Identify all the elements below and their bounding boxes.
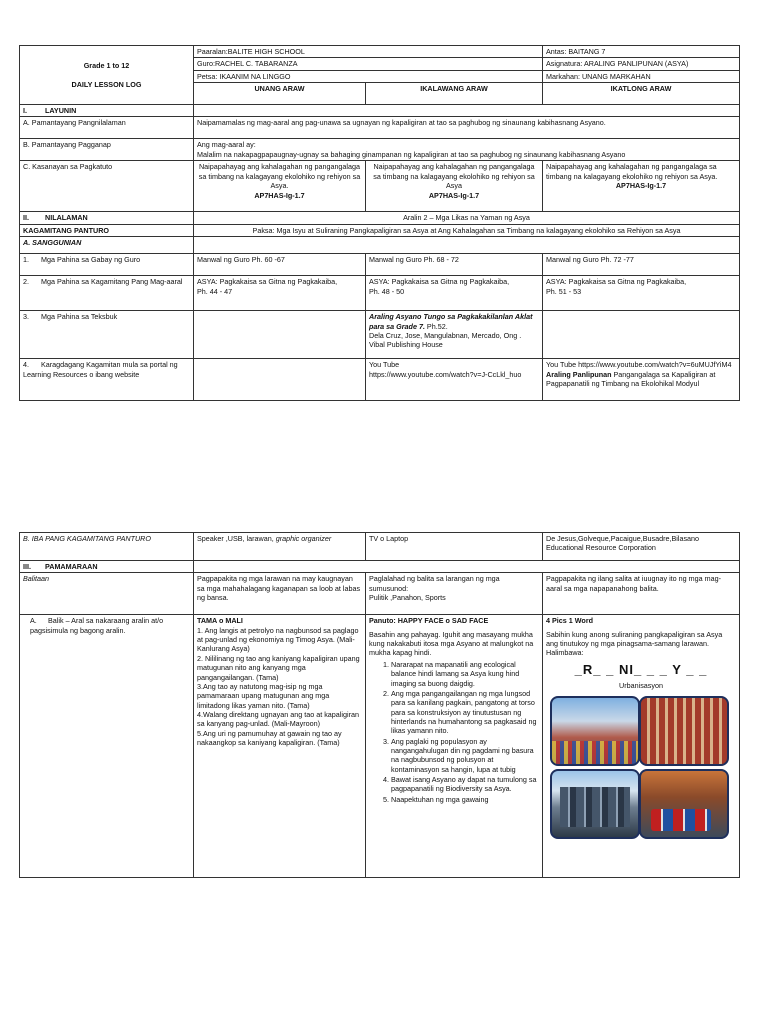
performance-standard-label: B. Pamantayang Pagganap: [20, 139, 194, 161]
true-false-item: 5.Ang uri ng pamumuhay at gawain ng tao ay nakaangkop sa kaniyang kapaligiran. (Tama): [197, 728, 342, 748]
item-label: Mga Pahina sa Gabay ng Guro: [41, 255, 141, 265]
grade-level-label: Antas: BAITANG 7: [543, 46, 740, 58]
list-item: 4. Bawat isang Asyano ay dapat na tumulong sa pagpapanatili ng Biodiversity sa Asya.: [391, 775, 539, 794]
happy-sad-instructions: Basahin ang pahayag. Iguhit ang masayang mukha kung nakakabuti itosa mga Asyano at malungkot na mukha kapag hindi.: [369, 629, 534, 658]
news-label: Balitaan: [20, 573, 194, 615]
other-materials-label: B. IBA PANG KAGAMITANG PANTURO: [20, 533, 194, 561]
item-label: Balik – Aral sa nakaraang aralin at/o pagsisimula ng bagong aralin.: [30, 616, 164, 635]
true-false-item: 1. Ang langis at petrolyo na nagbunsod sa paglago at pag-unlad ng ekonomiya ng Timog Asya. (Mali- Kanlurang Asya): [197, 625, 359, 654]
urban-housing-photo: [639, 696, 729, 766]
happy-sad-list: [369, 660, 539, 804]
section-title: PAMAMARAAN: [45, 562, 98, 571]
grade-label: Grade 1 to 12: [83, 60, 130, 70]
teacher-guide-day-1: Manwal ng Guro Ph. 60 -67: [194, 254, 366, 276]
competency-day-1: [194, 161, 366, 212]
happy-sad-face-cell: [366, 615, 543, 878]
competency-code: AP7HAS-Ig-1.7: [428, 190, 480, 200]
true-false-cell: [194, 615, 366, 878]
day-3-header: IKATLONG ARAW: [543, 83, 740, 105]
book-title: ASYA: Pagkakaisa sa Gitna ng Pagkakaiba,: [197, 277, 338, 287]
competency-label: C. Kasanayan sa Pagkatuto: [20, 161, 194, 212]
day-2-header: IKALAWANG ARAW: [366, 83, 543, 105]
item-number: 1.: [23, 255, 29, 265]
learner-materials-day-3: [543, 276, 740, 311]
daily-lesson-log-title: DAILY LESSON LOG: [71, 80, 142, 90]
textbook-day-2: [366, 311, 543, 359]
page-range: Ph. 48 - 50: [369, 286, 405, 296]
content-standard-label: A. Pamantayang Pangnilalaman: [20, 117, 194, 139]
youtube-link[interactable]: You Tube https://www.youtube.com/watch?v=6uMUJfYiM4: [546, 360, 732, 370]
crowded-street-photo: [550, 696, 640, 766]
teacher-guide-label: [20, 254, 194, 276]
section-number: II.: [23, 213, 29, 223]
performance-standard-cell: [194, 139, 740, 161]
additional-resources-day-2: [366, 359, 543, 401]
list-item: 3. Ang paglaki ng populasyon ay nangangahulugan din ng pagdami ng basura na nagbubunsod ng polusyon at kontaminasyon sa hangin, lupa at tubig: [391, 737, 539, 774]
additional-resources-label: [20, 359, 194, 401]
module-subject: Araling Panlipunan: [546, 369, 612, 379]
news-day-1: Pagpapakita ng mga larawan na may kaugnayan sa mga mahahalagang kaganapan sa loob at labas ng bansa.: [194, 573, 366, 615]
teacher-label: Guro:RACHEL C. TABARANZA: [194, 58, 543, 70]
section-number: I.: [23, 106, 27, 116]
news-day-3: Pagpapakita ng ilang salita at iuugnay ito ng mga mag-aaral sa mga napapanahong balita.: [543, 573, 740, 615]
four-pics-title: 4 Pics 1 Word: [546, 616, 594, 626]
section-title: NILALAMAN: [45, 213, 88, 223]
topic-text: Paksa: Mga Isyu at Suliraning Pangkapaligiran sa Asya at Ang Kahalagahan sa Timbang na kalagayang ekolohiko sa Rehiyon sa Asya: [194, 224, 740, 236]
section-number: III.: [23, 562, 31, 571]
module-title: Pangangalaga sa Kapaligiran at Pagpapanatili ng Timbang na Ekolohikal Modyul: [546, 369, 716, 388]
news-topics: Pulitik ,Panahon, Sports: [369, 593, 446, 603]
news-instructions: Paglalahad ng balita sa larangan ng mga sumusunod:: [369, 574, 500, 593]
materials-label: KAGAMITANG PANTURO: [20, 224, 194, 236]
competency-text: Naipapahayag ang kahalagahan ng pangangalaga sa timbang na kalagayang ekolohiko ng rehiyon sa Asya.: [198, 162, 361, 191]
other-materials-day-3: De Jesus,Golveque,Pacaigue,Busadre,Bilasano Educational Resource Corporation: [543, 533, 740, 561]
item-number: 2.: [23, 277, 29, 287]
item-number: A.: [30, 616, 37, 626]
photo-grid: [550, 696, 736, 839]
day-1-header: UNANG ARAW: [194, 83, 366, 105]
textbook-authors: Dela Cruz, Jose, Mangulabnan, Mercado, Ong . Vibal Publishing House: [369, 330, 522, 350]
traffic-photo: [639, 769, 729, 839]
competency-code: AP7HAS-Ig-1.7: [615, 181, 667, 191]
textbook-title: Araling Asyano Tungo sa Pagkakakilanlan Aklat para sa Grade 7.: [369, 312, 533, 331]
puzzle-answer: Urbanisasyon: [619, 680, 663, 690]
item-label: Mga Pahina sa Teksbuk: [41, 312, 118, 322]
header-title-cell: [20, 46, 194, 105]
true-false-item: 4.Walang direktang ugnayan ang tao at kapaligiran sa kanyang pag-unlad. (Mali-Mayroon): [197, 709, 359, 729]
empty-cell: [194, 311, 366, 359]
list-item: 5. Naapektuhan ng mga gawaing: [391, 795, 539, 804]
school-label: Paaralan:BALITE HIGH SCHOOL: [194, 46, 543, 58]
references-label: A. SANGGUNIAN: [20, 237, 194, 254]
empty-cell: [194, 105, 740, 117]
additional-resources-day-3: [543, 359, 740, 401]
true-false-item: 2. Nililinang ng tao ang kaniyang kapaligiran upang matugunan nito ang kanyang mga pangangailangan. (Tama): [197, 653, 360, 682]
youtube-link[interactable]: https://www.youtube.com/watch?v=J-CcLkl_huo: [369, 369, 522, 379]
textbook-page: Ph.52.: [424, 321, 448, 331]
resource-name: You Tube: [369, 360, 400, 370]
materials-list: Speaker ,USB, larawan,: [197, 534, 276, 543]
learner-materials-label: [20, 276, 194, 311]
learner-materials-day-2: [366, 276, 543, 311]
lesson-log-table-2: [19, 532, 740, 878]
materials-organizer: graphic organizer: [275, 534, 332, 543]
lesson-log-table-1: [19, 45, 740, 401]
section-pamamaraan: [20, 561, 194, 573]
section-title: LAYUNIN: [45, 106, 77, 116]
competency-day-3: [543, 161, 740, 212]
list-item: 2. Ang mga pangangailangan ng mga lungsod para sa kanilang pagkain, pangatong at torso para sa konstruksiyon ay tinutustusan ng hinterlands na humahantong sa pagkasaid ng likas yamann nito.: [391, 689, 539, 736]
competency-code: AP7HAS-Ig-1.7: [254, 190, 305, 200]
page-range: Ph. 51 - 53: [546, 286, 582, 296]
competency-day-2: [366, 161, 543, 212]
empty-cell: [194, 237, 740, 254]
true-false-item: 3.Ang tao ay natutong mag-isip ng mga pamamaraan upang matugunan ang mga limitadong likas yaman nito. (Tama): [197, 681, 330, 710]
competency-text: Naipapahayag ang kahalagahan ng pangangalaga sa timbang na kalagayang ekolohiko ng rehiyon sa Asya.: [546, 162, 718, 181]
four-pics-cell: [543, 615, 740, 878]
item-label: Karagdagang Kagamitan mula sa portal ng Learning Resources o ibang website: [23, 360, 178, 379]
happy-sad-title: Panuto: HAPPY FACE o SAD FACE: [369, 616, 489, 626]
item-label: Mga Pahina sa Kagamitang Pang Mag-aaral: [41, 277, 183, 287]
teacher-guide-day-2: Manwal ng Guro Ph. 68 - 72: [366, 254, 543, 276]
true-false-title: TAMA o MALI: [197, 616, 243, 626]
list-item: 1. Nararapat na mapanatili ang ecological balance hindi lamang sa Asya kung hind imaging sa buong daigdig.: [391, 660, 539, 688]
city-skyline-photo: [550, 769, 640, 839]
learner-materials-day-1: [194, 276, 366, 311]
competency-text: Naipapahayag ang kahalagahan ng pangangalaga sa timbang na kalagayang ekolohiko ng rehiyon sa Asya: [373, 162, 535, 191]
word-puzzle: _R_ _ NI_ _ _ Y _ _: [574, 661, 708, 677]
review-label: [20, 615, 194, 878]
other-materials-day-2: TV o Laptop: [366, 533, 543, 561]
example-label: Halimbawa:: [546, 648, 584, 658]
performance-standard-text: Malalim na nakapagpapaugnay-ugnay sa bahaging ginampanan ng kapaligiran at tao sa paghubog ng sinaunang kabihasnang Asyano: [197, 149, 626, 159]
empty-cell: [543, 311, 740, 359]
other-materials-day-1: [194, 533, 366, 561]
content-standard-text: Naipamamalas ng mag-aaral ang pag-unawa sa ugnayan ng kapaligiran at tao sa paghubog ng sinaunang kabihasnang Asyano.: [194, 117, 740, 139]
four-pics-instructions: Sabihin kung anong suliraning pangkapaligiran sa Asya ang tinutukoy ng mga pinagsama-samang larawan.: [546, 629, 723, 649]
subject-label: Asignatura: ARALING PANLIPUNAN (ASYA): [543, 58, 740, 70]
empty-cell: [194, 561, 740, 573]
performance-standard-intro: Ang mag-aaral ay:: [197, 140, 256, 150]
book-title: ASYA: Pagkakaisa sa Gitna ng Pagkakaiba,: [546, 277, 687, 287]
section-layunin: [20, 105, 194, 117]
page-range: Ph. 44 - 47: [197, 286, 233, 296]
date-label: Petsa: IKAANIM NA LINGGO: [194, 70, 543, 82]
teacher-guide-day-3: Manwal ng Guro Ph. 72 -77: [543, 254, 740, 276]
quarter-label: Markahan: UNANG MARKAHAN: [543, 70, 740, 82]
book-title: ASYA: Pagkakaisa sa Gitna ng Pagkakaiba,: [369, 277, 510, 287]
item-number: 4.: [23, 360, 29, 370]
empty-cell: [194, 359, 366, 401]
textbook-label: [20, 311, 194, 359]
news-day-2: [366, 573, 543, 615]
section-nilalaman: [20, 212, 194, 224]
item-number: 3.: [23, 312, 29, 322]
lesson-title: Aralin 2 – Mga Likas na Yaman ng Asya: [194, 212, 740, 224]
